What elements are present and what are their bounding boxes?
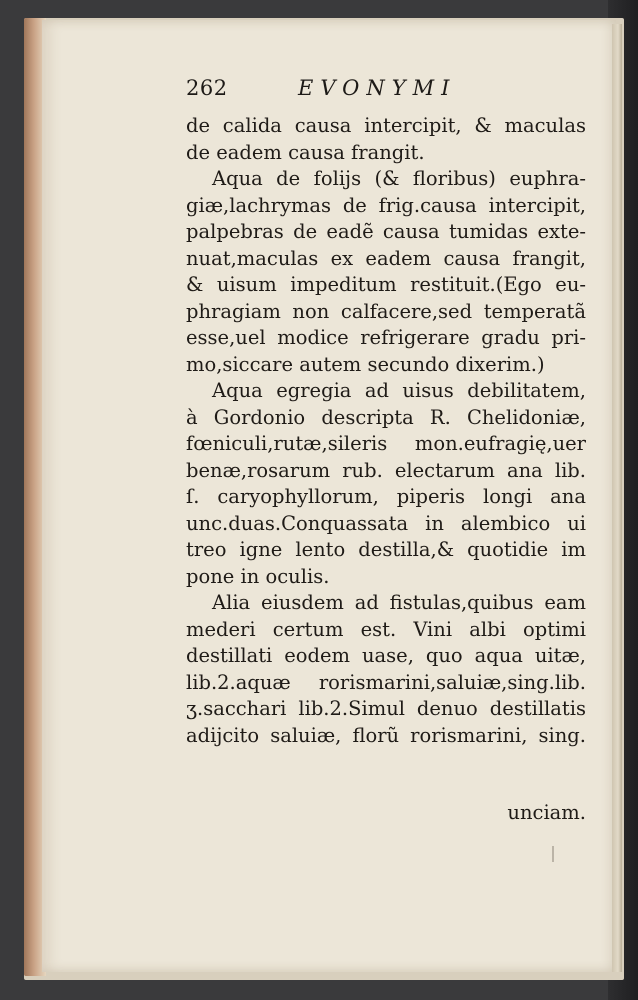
- text-line: unc.duas.Conquassata in alembico ui: [186, 511, 586, 535]
- text-line: destillati eodem uase, quo aqua uitæ,: [186, 644, 586, 667]
- page-header: [186, 76, 586, 106]
- text-line: Alia eiusdem ad fistulas,quibus eam: [212, 591, 586, 614]
- text-line: lib.2.aquæ rorismarini,saluiæ,sing.lib.: [186, 670, 586, 694]
- text-line: giæ,lachrymas de frig.causa intercipit,: [186, 193, 586, 217]
- catchword: unciam.: [507, 801, 586, 824]
- text-line: à Gordonio descripta R. Chelidoniæ,: [186, 405, 586, 429]
- page-number: 262: [186, 76, 228, 100]
- text-line: adijcito saluiæ, florũ rorismarini, sing.: [186, 723, 586, 747]
- text-line: Aqua egregia ad uisus debilitatem,: [212, 379, 586, 402]
- text-line: mederi certum est. Vini albi optimi: [186, 617, 586, 641]
- text-line: mo,siccare autem secundo dixerim.): [186, 352, 545, 376]
- running-head: EVONYMI: [298, 76, 457, 100]
- ink-mark: [552, 846, 554, 862]
- text-line: de eadem causa frangit.: [186, 140, 425, 164]
- body-text: [186, 113, 586, 749]
- text-line: pone in oculis.: [186, 564, 330, 588]
- text-line: nuat,maculas ex eadem causa frangit,: [186, 246, 586, 270]
- text-line: treo igne lento destilla,& quotidie im: [186, 538, 586, 561]
- text-line: benæ,rosarum rub. electarum ana lib.: [186, 458, 586, 482]
- text-line: ſ. caryophyllorum, piperis longi ana: [186, 485, 586, 508]
- page-fore-edge: [612, 24, 622, 972]
- text-line: & uisum impeditum restituit.(Ego eu-: [186, 273, 586, 296]
- text-line: fœniculi,rutæ,sileris mon.eufragię,uer: [186, 432, 586, 455]
- text-line: ʒ.sacchari lib.2.Simul denuo destillatis: [186, 697, 586, 720]
- text-line: esse,uel modice refrigerare gradu pri-: [186, 326, 586, 349]
- text-line: de calida causa intercipit, & maculas: [186, 114, 586, 137]
- text-line: Aqua de folijs (& floribus) euphra-: [212, 167, 586, 190]
- text-line: palpebras de eadẽ causa tumidas exte-: [186, 220, 586, 243]
- text-line: phragiam non calfacere,sed temperatã: [186, 299, 586, 323]
